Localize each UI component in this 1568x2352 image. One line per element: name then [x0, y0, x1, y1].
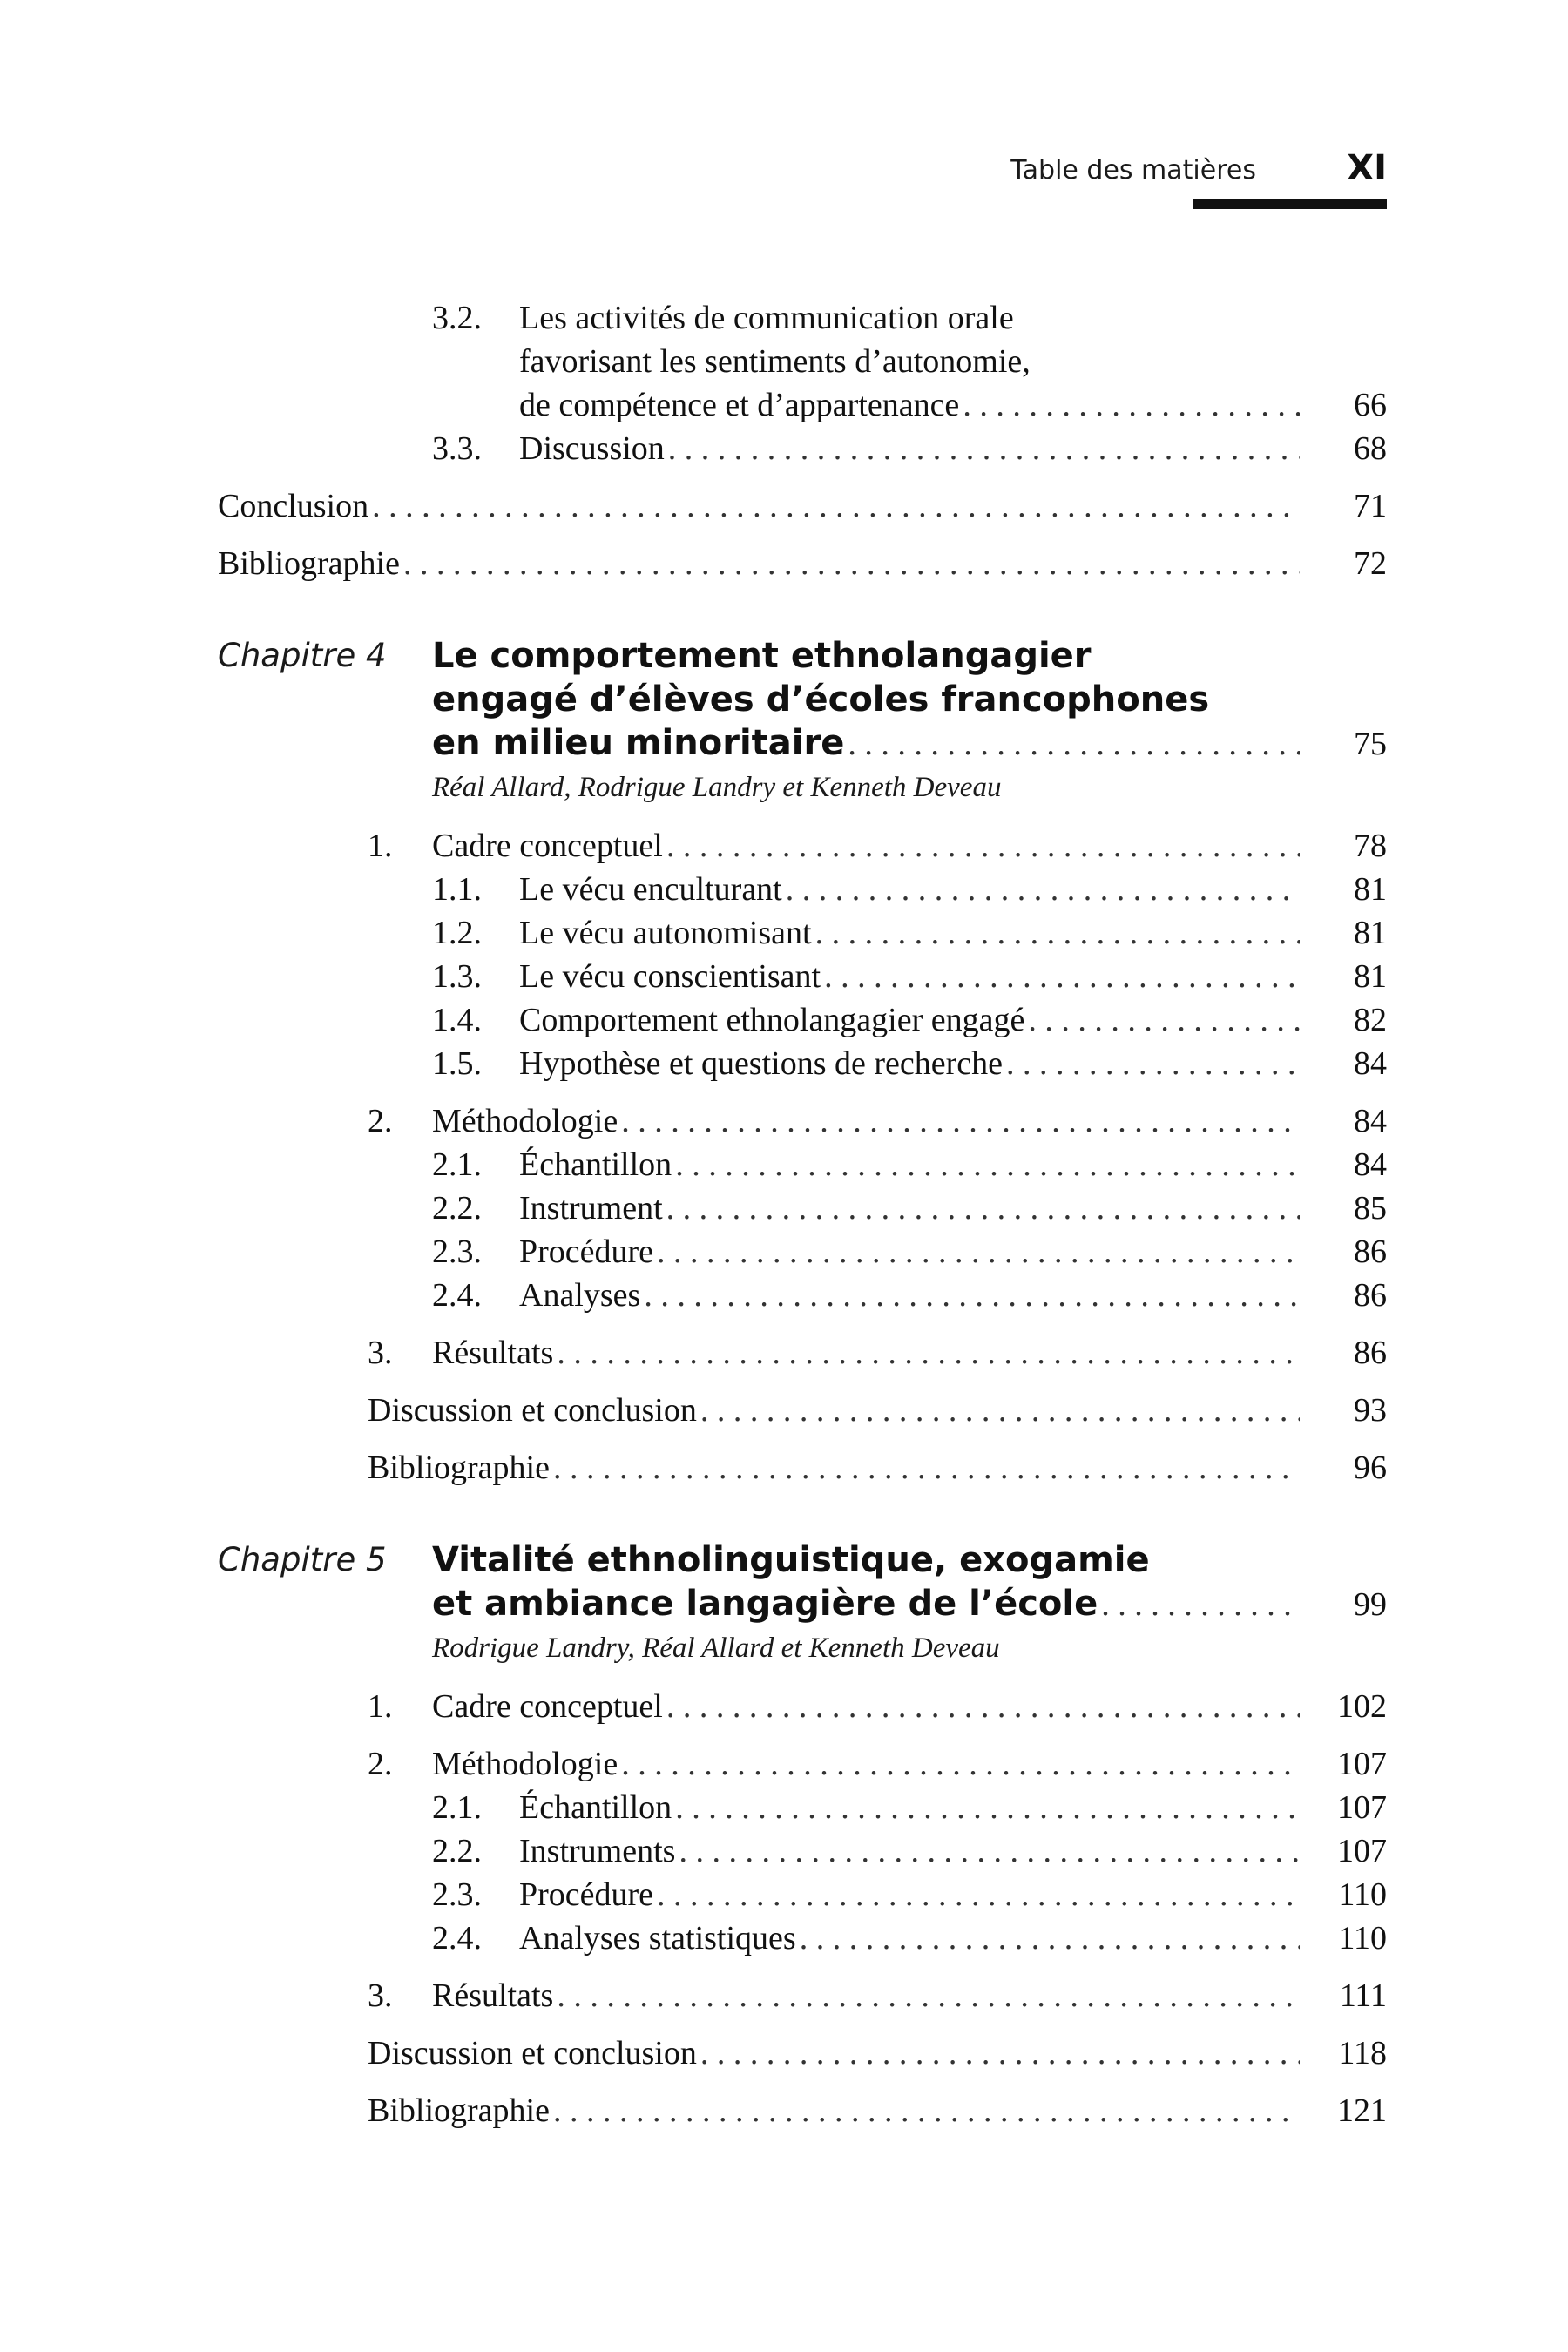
toc-entry-text: Le vécu conscientisant [519, 958, 821, 995]
dot-leader [550, 1446, 1300, 1490]
toc-entry-number: 2.4. [432, 1920, 482, 1957]
toc-page-number: 121 [1337, 2092, 1387, 2129]
toc-page-number: 107 [1337, 1833, 1387, 1869]
dot-leader [618, 1742, 1300, 1786]
chapter-title-text: et ambiance langagière de l’école [432, 1584, 1098, 1624]
toc-section-1[interactable] [218, 824, 1387, 868]
toc-subsection[interactable] [218, 998, 1387, 1042]
toc-entry-text: de compétence et d’appartenance [519, 387, 960, 423]
dot-leader [553, 1974, 1300, 2017]
toc-page-number: 84 [1354, 1045, 1387, 1082]
toc-page-number: 102 [1337, 1688, 1387, 1725]
toc-entry-conclusion[interactable] [68, 484, 1387, 528]
toc-entry-number: 2. [368, 1746, 393, 1782]
dot-leader [400, 542, 1300, 585]
toc-entry-discussion[interactable] [218, 1389, 1387, 1432]
toc-entry-text: Bibliographie [218, 545, 400, 582]
dot-leader [675, 1829, 1300, 1873]
dot-leader [672, 1143, 1300, 1186]
dot-leader [550, 2089, 1300, 2132]
toc-page-number: 71 [1354, 488, 1387, 524]
toc-section-2[interactable] [218, 1742, 1387, 1786]
chapter-5 [218, 1538, 1387, 2132]
dot-leader [618, 1099, 1300, 1143]
toc-page-number: 96 [1354, 1450, 1387, 1486]
toc-entry-text: Méthodologie [432, 1746, 618, 1782]
toc-entry-text: Comportement ethnolangagier engagé [519, 1002, 1025, 1038]
toc-section-3[interactable] [218, 1331, 1387, 1375]
running-head [899, 148, 1387, 206]
toc-subsection[interactable] [218, 1916, 1387, 1960]
toc-entry-text: Résultats [432, 1977, 554, 2014]
toc-entry-text: Bibliographie [368, 2092, 550, 2129]
toc-entry-text: Le vécu enculturant [519, 871, 782, 908]
toc-entry-number: 1.2. [432, 915, 482, 951]
toc-entry-text: Instrument [519, 1190, 663, 1227]
toc-page-number: 81 [1354, 915, 1387, 951]
dot-leader [1024, 998, 1300, 1042]
dot-leader [1003, 1042, 1300, 1085]
dot-leader [844, 722, 1300, 766]
toc-entry-number: 3.2. [432, 300, 482, 336]
toc-entry-3-2[interactable] [218, 296, 1387, 340]
dot-leader [796, 1916, 1300, 1960]
toc-page-number: 110 [1338, 1920, 1387, 1957]
toc-entry-number: 1.4. [432, 1002, 482, 1038]
toc-page-number: 118 [1338, 2035, 1387, 2072]
toc-entry-bibliographie[interactable] [218, 2089, 1387, 2132]
toc-entry-number: 1.3. [432, 958, 482, 995]
chapter-title-line: Le comportement ethnolangagier [432, 636, 1092, 676]
toc-section-3[interactable] [218, 1974, 1387, 2017]
toc-entry-number: 2.2. [432, 1833, 482, 1869]
toc-page-number: 84 [1354, 1146, 1387, 1183]
toc-subsection[interactable] [218, 1873, 1387, 1916]
chapter-authors: Rodrigue Landry, Réal Allard et Kenneth Deveau [432, 1632, 1000, 1664]
toc-entry-text: Résultats [432, 1335, 554, 1371]
toc-entry-text: Procédure [519, 1876, 654, 1913]
toc-entry-text-line: Les activités de communication orale [519, 300, 1014, 336]
chapter-title-entry[interactable] [218, 1582, 1387, 1625]
toc-entry-text: Discussion [519, 430, 665, 467]
toc-page-number: 84 [1354, 1103, 1387, 1139]
toc-section-1[interactable] [218, 1685, 1387, 1728]
toc-entry-text: Hypothèse et questions de recherche [519, 1045, 1004, 1082]
chapter-title-line: Vitalité ethnolinguistique, exogamie [432, 1540, 1150, 1580]
toc-entry-discussion[interactable] [218, 2031, 1387, 2075]
toc-subsection[interactable] [218, 1143, 1387, 1186]
toc-page-number: 86 [1354, 1335, 1387, 1371]
toc-page-number: 99 [1354, 1586, 1387, 1623]
toc-entry-bibliographie[interactable] [218, 1446, 1387, 1490]
toc-entry-text: Cadre conceptuel [432, 828, 663, 864]
toc-page-number: 78 [1354, 828, 1387, 864]
toc-entry-number: 1.1. [432, 871, 482, 908]
toc-entry-text: Échantillon [519, 1789, 672, 1826]
chapter-title-text: en milieu minoritaire [432, 723, 845, 763]
page-folio: XI [1347, 148, 1387, 188]
chapter-authors: Réal Allard, Rodrigue Landry et Kenneth Deveau [432, 772, 1002, 803]
toc-page-number: 107 [1337, 1746, 1387, 1782]
toc-entry-3-3[interactable] [218, 427, 1387, 470]
toc-entry-number: 1. [368, 1688, 393, 1725]
toc-page-number: 86 [1354, 1277, 1387, 1314]
dot-leader [1098, 1583, 1300, 1626]
toc-subsection[interactable] [218, 1186, 1387, 1230]
toc-entry-number: 3.3. [432, 430, 482, 467]
toc-page-number: 93 [1354, 1392, 1387, 1429]
chapter-label: Chapitre 5 [218, 1541, 387, 1578]
dot-leader [663, 824, 1300, 868]
toc-entry-text: Cadre conceptuel [432, 1688, 663, 1725]
toc-page-number: 72 [1354, 545, 1387, 582]
toc-subsection[interactable] [218, 868, 1387, 911]
toc-entry-number: 2.4. [432, 1277, 482, 1314]
toc-entry-text: Conclusion [218, 488, 369, 524]
dot-leader [782, 868, 1300, 911]
dot-leader [653, 1230, 1300, 1274]
toc-page-number: 81 [1354, 958, 1387, 995]
toc-subsection[interactable] [218, 1274, 1387, 1317]
toc-entry-text-line: favorisant les sentiments d’autonomie, [519, 343, 1031, 380]
running-head-title: Table des matières [1010, 155, 1256, 186]
toc-entry-text: Discussion et conclusion [368, 2035, 697, 2072]
toc-entry-text: Méthodologie [432, 1103, 618, 1139]
toc-entry-number: 1.5. [432, 1045, 482, 1082]
toc-entry-number: 3. [368, 1335, 393, 1371]
toc-subsection[interactable] [218, 955, 1387, 998]
toc-entry-number: 2.3. [432, 1876, 482, 1913]
toc-page-number: 68 [1354, 430, 1387, 467]
chapter-title-entry[interactable] [218, 721, 1387, 765]
chapter-4 [218, 634, 1387, 1490]
toc-page-number: 66 [1354, 387, 1387, 423]
toc-page-number: 81 [1354, 871, 1387, 908]
toc-entry-text: Analyses [519, 1277, 641, 1314]
toc-entry-number: 2. [368, 1103, 393, 1139]
toc-entry-text: Procédure [519, 1233, 654, 1270]
toc-subsection[interactable] [218, 1230, 1387, 1274]
table-of-contents [218, 296, 1387, 2132]
toc-subsection[interactable] [218, 1829, 1387, 1873]
dot-leader [697, 2031, 1300, 2075]
dot-leader [821, 955, 1300, 998]
toc-entry-number: 1. [368, 828, 393, 864]
toc-entry-text: Analyses statistiques [519, 1920, 796, 1957]
toc-entry-bibliographie[interactable] [68, 542, 1387, 585]
toc-entry-number: 3. [368, 1977, 393, 2014]
toc-page-number: 110 [1338, 1876, 1387, 1913]
toc-entry-text: Discussion et conclusion [368, 1392, 697, 1429]
dot-leader [653, 1873, 1300, 1916]
toc-page-number: 75 [1354, 726, 1387, 762]
toc-entry-number: 2.1. [432, 1789, 482, 1826]
toc-entry-text: Échantillon [519, 1146, 672, 1183]
dot-leader [640, 1274, 1300, 1317]
dot-leader [672, 1786, 1300, 1829]
toc-page-number: 85 [1354, 1190, 1387, 1227]
toc-page-number: 86 [1354, 1233, 1387, 1270]
chapter-label: Chapitre 4 [218, 637, 387, 674]
toc-page-number: 107 [1337, 1789, 1387, 1826]
toc-subsection[interactable] [218, 911, 1387, 955]
toc-entry-3-2-last[interactable] [218, 383, 1387, 427]
toc-entry-number: 2.2. [432, 1190, 482, 1227]
toc-entry-text: Le vécu autonomisant [519, 915, 812, 951]
dot-leader [553, 1331, 1300, 1375]
running-head-rule [1193, 199, 1387, 209]
dot-leader [663, 1685, 1300, 1728]
dot-leader [812, 911, 1300, 955]
toc-entry-number: 2.3. [432, 1233, 482, 1270]
dot-leader [697, 1389, 1300, 1432]
toc-entry-number: 2.1. [432, 1146, 482, 1183]
dot-leader [959, 383, 1300, 427]
toc-entry-text: Instruments [519, 1833, 676, 1869]
toc-subsection[interactable] [218, 1786, 1387, 1829]
chapter-title-line: engagé d’élèves d’écoles francophones [432, 679, 1210, 720]
toc-page-number: 111 [1339, 1977, 1387, 2014]
toc-page-number: 82 [1354, 1002, 1387, 1038]
dot-leader [665, 427, 1300, 470]
dot-leader [663, 1186, 1300, 1230]
toc-entry-text: Bibliographie [368, 1450, 550, 1486]
dot-leader [368, 484, 1300, 528]
toc-subsection[interactable] [218, 1042, 1387, 1085]
toc-section-2[interactable] [218, 1099, 1387, 1143]
